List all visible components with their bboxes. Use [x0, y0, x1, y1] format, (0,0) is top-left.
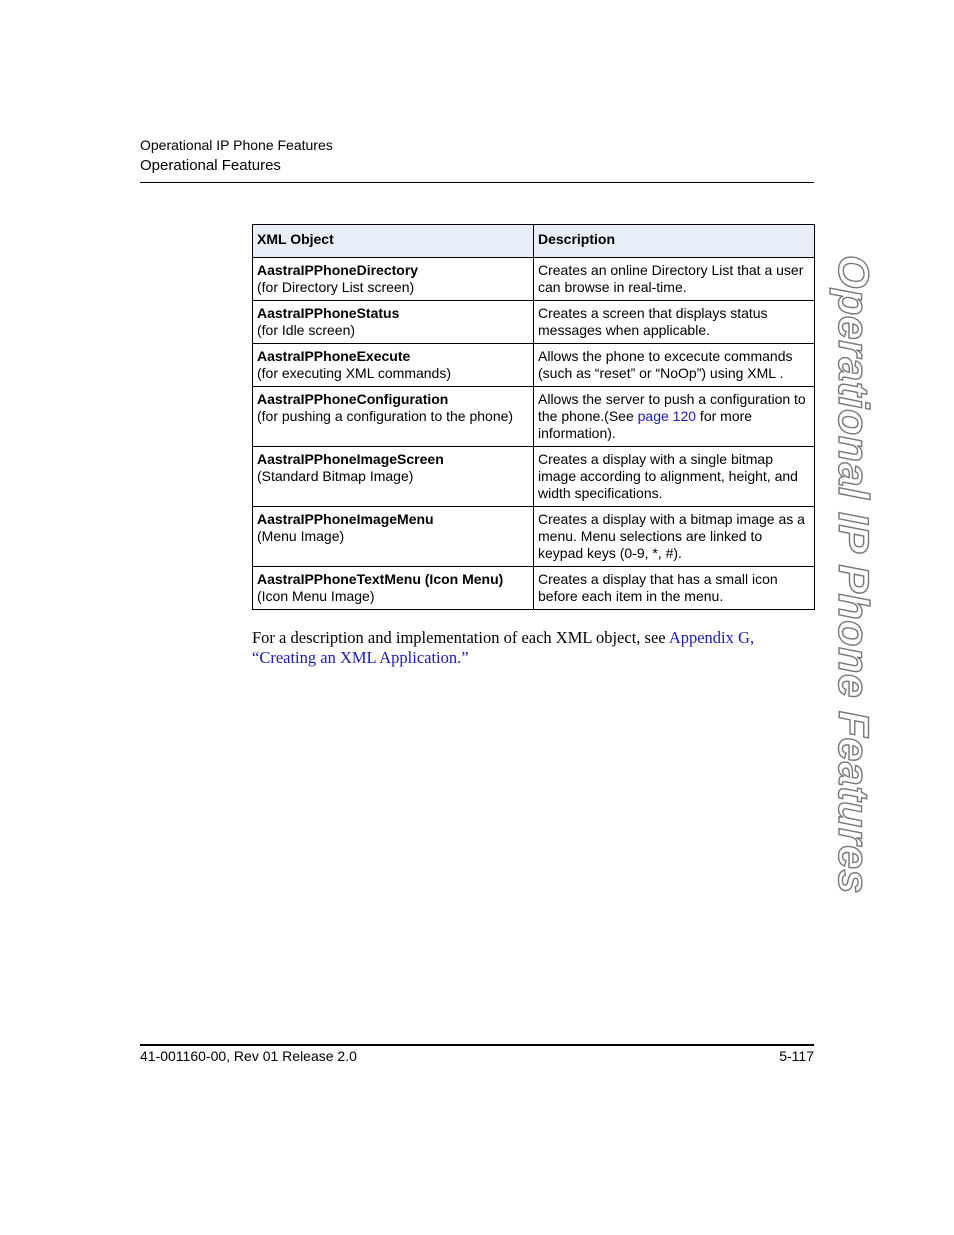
object-cell: [253, 344, 534, 387]
description-cell: Creates a display that has a small icon before each item in the menu.: [534, 567, 815, 610]
body-paragraph: [252, 628, 812, 668]
object-cell: [253, 387, 534, 447]
object-purpose: (Menu Image): [257, 528, 345, 544]
description-text: for more information).: [538, 408, 753, 441]
column-header-description: Description: [534, 225, 815, 258]
object-purpose: (for Directory List screen): [257, 279, 415, 295]
object-purpose: (Standard Bitmap Image): [257, 468, 414, 484]
description-cell: Allows the phone to excecute commands (such as “reset” or “NoOp”) using XML .: [534, 344, 815, 387]
object-cell: [253, 507, 534, 567]
object-cell: [253, 447, 534, 507]
table-row: [253, 387, 815, 447]
description-cell: Creates an online Directory List that a user can browse in real-time.: [534, 258, 815, 301]
appendix-g-link[interactable]: Appendix G: [668, 628, 750, 647]
object-name: AastraIPPhoneExecute: [257, 348, 411, 364]
footer-divider: [140, 1044, 814, 1046]
page-number: 5-117: [779, 1048, 814, 1064]
object-cell: [253, 567, 534, 610]
object-purpose: (for executing XML commands): [257, 365, 451, 381]
table-row: [253, 344, 815, 387]
table-row: [253, 301, 815, 344]
page-120-link[interactable]: page 120: [637, 408, 697, 424]
object-name: AastraIPPhoneImageMenu: [257, 511, 434, 527]
description-cell: Creates a screen that displays status messages when applicable.: [534, 301, 815, 344]
table-row: [253, 507, 815, 567]
xml-objects-table: [252, 224, 815, 610]
table-row: [253, 567, 815, 610]
object-purpose: (for pushing a configuration to the phone): [257, 408, 514, 424]
table-row: [253, 447, 815, 507]
description-cell: Creates a display with a single bitmap image according to alignment, height, and width specifications.: [534, 447, 815, 507]
description-cell: Creates a display with a bitmap image as a menu. Menu selections are linked to keypad keys (0-9, *, #).: [534, 507, 815, 567]
table-header-row: [253, 225, 815, 258]
object-name: AastraIPPhoneTextMenu (Icon Menu): [257, 571, 504, 587]
running-header-chapter: Operational IP Phone Features: [140, 137, 333, 153]
paragraph-comma: ,: [749, 628, 755, 647]
object-cell: [253, 301, 534, 344]
table-row: [253, 258, 815, 301]
document-revision: 41-001160-00, Rev 01 Release 2.0: [140, 1048, 357, 1064]
running-header-section: Operational Features: [140, 157, 281, 174]
header-divider: [140, 182, 814, 183]
description-cell: [534, 387, 815, 447]
object-cell: [253, 258, 534, 301]
object-name: AastraIPPhoneConfiguration: [257, 391, 449, 407]
object-purpose: (Icon Menu Image): [257, 588, 375, 604]
object-name: AastraIPPhoneImageScreen: [257, 451, 444, 467]
description-text: Allows the server to push a configuration to the phone.(See: [538, 391, 806, 424]
chapter-side-tab: [829, 255, 877, 894]
object-purpose: (for Idle screen): [257, 322, 356, 338]
chapter-side-tab-text: Operational IP Phone Features: [829, 255, 877, 894]
object-name: AastraIPPhoneDirectory: [257, 262, 419, 278]
column-header-xml-object: XML Object: [253, 225, 534, 258]
paragraph-text: For a description and implementation of each XML object, see: [252, 628, 669, 647]
xml-application-link[interactable]: “Creating an XML Application.”: [252, 648, 469, 667]
object-name: AastraIPPhoneStatus: [257, 305, 400, 321]
